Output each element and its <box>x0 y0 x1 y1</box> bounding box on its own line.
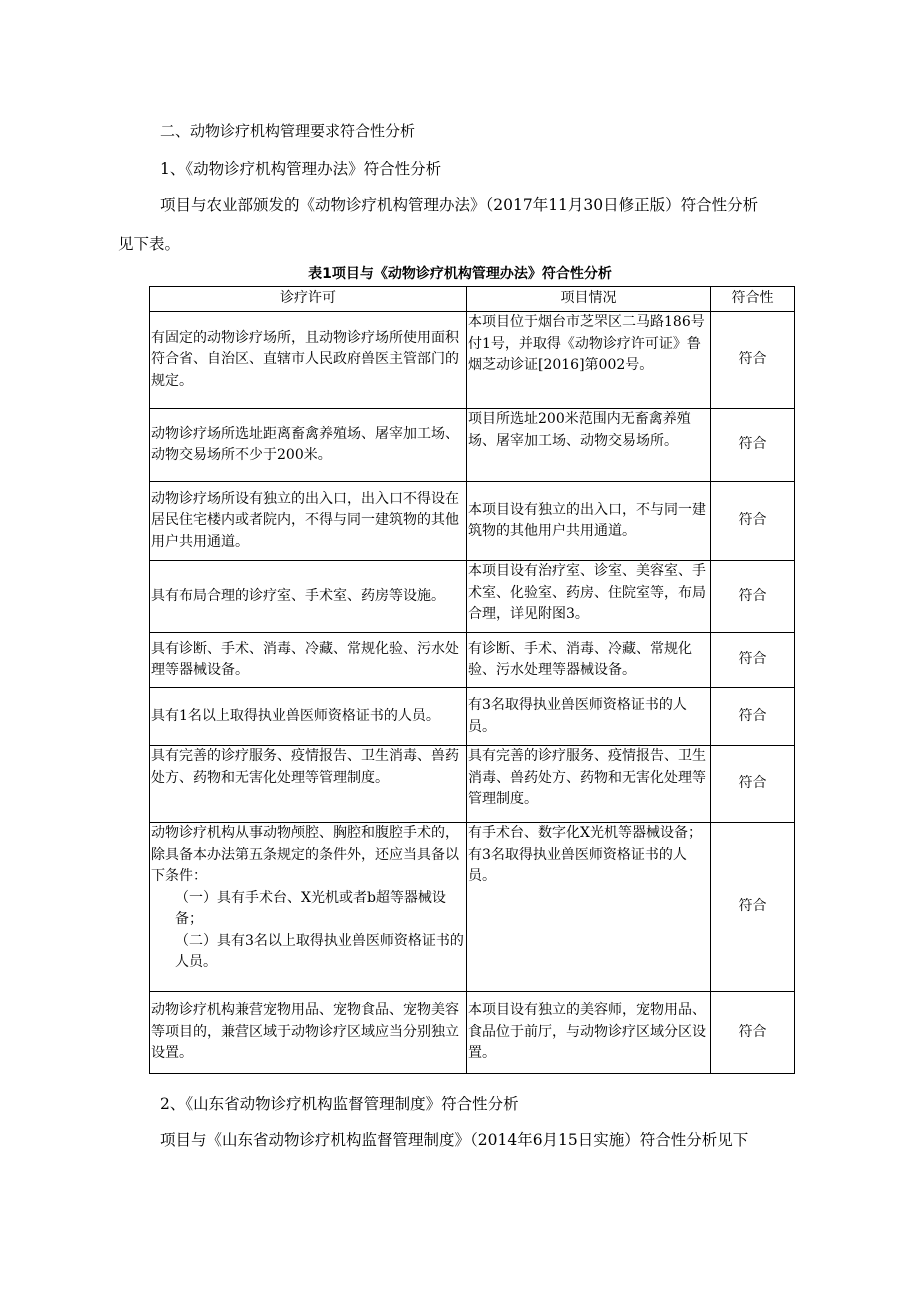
table-row <box>150 688 795 746</box>
table-caption: 表1项目与《动物诊疗机构管理办法》符合性分析 <box>308 266 612 282</box>
status-cell: 本项目设有独立的出入口，不与同一建筑物的其他用户共用通道。 <box>467 482 711 561</box>
subsection-2-heading: 2、《山东省动物诊疗机构监督管理制度》符合性分析 <box>160 1095 519 1113</box>
table-row <box>150 746 795 823</box>
header-result: 符合性 <box>711 287 795 312</box>
result-cell: 符合 <box>711 482 795 561</box>
table-row <box>150 561 795 633</box>
outro-paragraph-line-1: 项目与《山东省动物诊疗机构监督管理制度》（2014年6月15日实施）符合性分析见下 <box>160 1131 749 1149</box>
result-cell: 符合 <box>711 688 795 746</box>
req-cell: 有固定的动物诊疗场所，且动物诊疗场所使用面积符合省、自治区、直辖市人民政府兽医主管部门的规定。 <box>150 312 467 409</box>
subsection-1-heading: 1、《动物诊疗机构管理办法》符合性分析 <box>160 160 442 178</box>
status-cell: 本项目设有独立的美容师，宠物用品、食品位于前厅，与动物诊疗区域分区设置。 <box>467 992 711 1074</box>
intro-paragraph-line-2: 见下表。 <box>118 235 181 253</box>
result-cell: 符合 <box>711 312 795 409</box>
intro-paragraph-line-1: 项目与农业部颁发的《动物诊疗机构管理办法》（2017年11月30日修正版）符合性分析 <box>160 196 759 214</box>
result-cell: 符合 <box>711 746 795 823</box>
status-cell: 具有完善的诊疗服务、疫情报告、卫生消毒、兽药处方、药物和无害化处理等管理制度。 <box>467 746 711 823</box>
req-cell: 具有诊断、手术、消毒、冷藏、常规化验、污水处理等器械设备。 <box>150 633 467 688</box>
req-condition-2: （二）具有3名以上取得执业兽医师资格证书的人员。 <box>175 932 464 970</box>
req-cell: 具有布局合理的诊疗室、手术室、药房等设施。 <box>150 561 467 633</box>
section-heading: 二、动物诊疗机构管理要求符合性分析 <box>160 122 416 140</box>
table-row <box>150 992 795 1074</box>
result-cell: 符合 <box>711 633 795 688</box>
status-cell: 本项目位于烟台市芝罘区二马路186号付1号，并取得《动物诊疗许可证》鲁烟芝动诊证[2016]第002号。 <box>467 312 711 409</box>
result-cell: 符合 <box>711 823 795 992</box>
header-license: 诊疗许可 <box>150 287 467 312</box>
status-cell: 项目所选址200米范围内无畜禽养殖场、屠宰加工场、动物交易场所。 <box>467 409 711 482</box>
req-condition-1: （一）具有手术台、X光机或者b超等器械设备； <box>175 889 446 927</box>
status-cell: 有诊断、手术、消毒、冷藏、常规化验、污水处理等器械设备。 <box>467 633 711 688</box>
req-cell: 动物诊疗机构兼营宠物用品、宠物食品、宠物美容等项目的，兼营区域于动物诊疗区域应当分别独立设置。 <box>150 992 467 1074</box>
header-status: 项目情况 <box>467 287 711 312</box>
compliance-table <box>149 286 795 1074</box>
status-cell: 有手术台、数字化X光机等器械设备；有3名取得执业兽医师资格证书的人员。 <box>467 823 711 992</box>
table-row <box>150 633 795 688</box>
table-header-row <box>150 287 795 312</box>
table-row <box>150 823 795 992</box>
result-cell: 符合 <box>711 409 795 482</box>
result-cell: 符合 <box>711 992 795 1074</box>
result-cell: 符合 <box>711 561 795 633</box>
req-main-text: 动物诊疗机构从事动物颅腔、胸腔和腹腔手术的，除具备本办法第五条规定的条件外，还应当具备以下条件： <box>151 825 459 884</box>
req-cell: 具有1名以上取得执业兽医师资格证书的人员。 <box>150 688 467 746</box>
req-cell: 动物诊疗场所选址距离畜禽养殖场、屠宰加工场、动物交易场所不少于200米。 <box>150 409 467 482</box>
req-cell <box>150 823 467 992</box>
table-row <box>150 312 795 409</box>
req-cell: 具有完善的诊疗服务、疫情报告、卫生消毒、兽药处方、药物和无害化处理等管理制度。 <box>150 746 467 823</box>
req-cell: 动物诊疗场所设有独立的出入口，出入口不得设在居民住宅楼内或者院内，不得与同一建筑物的其他用户共用通道。 <box>150 482 467 561</box>
status-cell: 本项目设有治疗室、诊室、美容室、手术室、化验室、药房、住院室等，布局合理，详见附图3。 <box>467 561 711 633</box>
table-row <box>150 409 795 482</box>
status-cell: 有3名取得执业兽医师资格证书的人员。 <box>467 688 711 746</box>
table-row <box>150 482 795 561</box>
